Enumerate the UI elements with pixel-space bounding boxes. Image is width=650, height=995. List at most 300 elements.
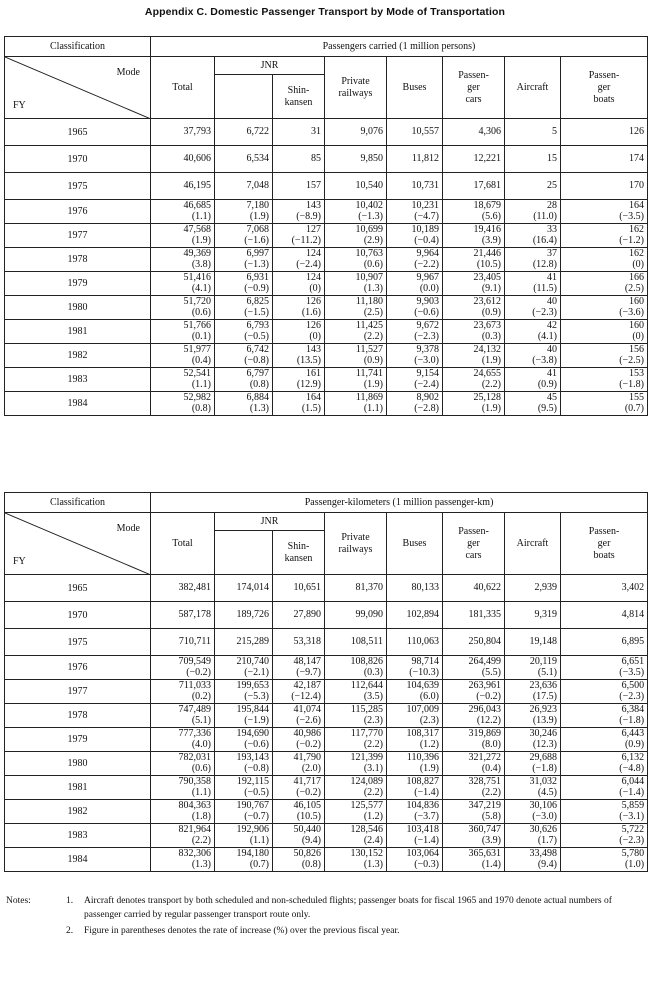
value-cell	[505, 224, 561, 248]
growth-rate: (2.2)	[481, 378, 501, 390]
growth-rate: (16.4)	[532, 234, 557, 246]
value-cell	[273, 575, 325, 602]
value: 24,132	[473, 344, 501, 355]
growth-rate: (−9.7)	[296, 666, 321, 678]
table-row	[5, 224, 648, 248]
growth-rate: (3.5)	[363, 690, 383, 702]
table-row	[5, 848, 648, 872]
value: 821,964	[178, 824, 211, 835]
growth-rate: (1.9)	[249, 210, 269, 222]
value: 108,826	[350, 656, 383, 667]
growth-rate: (0.9)	[481, 306, 501, 318]
passenger-cars-header-line: cars	[465, 93, 482, 105]
value-cell	[273, 368, 325, 392]
value: 37	[547, 248, 557, 259]
fy-cell: 1965	[5, 119, 151, 146]
jnr-blank-cell	[215, 531, 273, 575]
value-cell	[325, 392, 387, 416]
table-row	[5, 296, 648, 320]
fy-cell: 1983	[5, 824, 151, 848]
value: 174	[629, 152, 644, 164]
mode-label: Mode	[116, 67, 140, 78]
shinkansen-header-line: kansen	[284, 552, 313, 564]
value-cell	[505, 752, 561, 776]
value: 10,731	[411, 179, 439, 191]
value-cell	[151, 800, 215, 824]
value: 160	[629, 296, 644, 307]
value: 103,418	[406, 824, 439, 835]
fy-cell: 1970	[5, 602, 151, 629]
value-cell	[151, 248, 215, 272]
value: 174,014	[236, 581, 269, 593]
table-row	[5, 776, 648, 800]
value-cell	[443, 629, 505, 656]
value: 25	[547, 179, 557, 191]
value: 41	[547, 272, 557, 283]
value-cell	[273, 824, 325, 848]
value-cell	[561, 629, 648, 656]
value-cell	[505, 848, 561, 872]
value: 6,651	[621, 656, 645, 667]
value-cell	[325, 824, 387, 848]
growth-rate: (10.5)	[296, 810, 321, 822]
value: 161	[306, 368, 321, 379]
notes-label: Notes:	[6, 896, 31, 906]
growth-rate: (1.9)	[481, 354, 501, 366]
passenger-cars-header-line: Passen-	[458, 69, 489, 81]
growth-rate: (−8.9)	[296, 210, 321, 222]
growth-rate: (1.0)	[624, 858, 645, 870]
table-row	[5, 248, 648, 272]
growth-rate: (−1.2)	[619, 234, 644, 246]
value: 51,720	[183, 296, 211, 307]
value: 7,180	[246, 200, 269, 211]
value-cell	[387, 728, 443, 752]
value: 162	[629, 248, 644, 259]
header-row	[5, 513, 648, 531]
value: 18,679	[473, 200, 501, 211]
header-row	[5, 57, 648, 75]
value-cell	[505, 119, 561, 146]
value: 321,272	[468, 752, 501, 763]
table-row	[5, 656, 648, 680]
value: 5,859	[621, 800, 645, 811]
growth-rate: (11.5)	[533, 282, 557, 294]
growth-rate: (−1.4)	[414, 834, 439, 846]
value-cell	[325, 248, 387, 272]
fy-label: FY	[13, 100, 26, 111]
value-cell	[443, 680, 505, 704]
table-row	[5, 320, 648, 344]
value: 160	[629, 320, 644, 331]
growth-rate: (2.2)	[363, 330, 383, 342]
value-cell	[561, 656, 648, 680]
growth-rate: (−3.0)	[414, 354, 439, 366]
value: 23,405	[473, 272, 501, 283]
value-cell	[151, 119, 215, 146]
growth-rate: (5.1)	[191, 714, 211, 726]
growth-rate: (2.2)	[363, 786, 383, 798]
passenger-boats-header-line: ger	[597, 537, 611, 549]
growth-rate: (2.2)	[363, 738, 383, 750]
value: 23,673	[473, 320, 501, 331]
value-cell	[505, 368, 561, 392]
passenger-boats-header-line: Passen-	[588, 69, 620, 81]
value-cell	[443, 368, 505, 392]
value: 6,797	[246, 368, 269, 379]
value-cell	[151, 344, 215, 368]
growth-rate: (0.0)	[419, 282, 439, 294]
fy-cell: 1977	[5, 224, 151, 248]
table-row	[5, 173, 648, 200]
growth-rate: (2.5)	[624, 282, 644, 294]
value: 128,546	[350, 824, 383, 835]
aircraft-header: Aircraft	[505, 57, 561, 119]
value-cell	[151, 848, 215, 872]
growth-rate: (1.1)	[363, 402, 383, 414]
value-cell	[387, 824, 443, 848]
value-cell	[505, 146, 561, 173]
passenger-kilometers-table	[4, 492, 648, 872]
value-cell	[151, 629, 215, 656]
value: 164	[306, 392, 321, 403]
value-cell	[561, 200, 648, 224]
value: 126	[306, 296, 321, 307]
value-cell	[387, 575, 443, 602]
growth-rate: (−0.2)	[476, 690, 501, 702]
value: 40	[547, 344, 557, 355]
growth-rate: (4.5)	[537, 786, 557, 798]
growth-rate: (−0.6)	[244, 738, 269, 750]
value-cell	[387, 119, 443, 146]
value: 41,790	[293, 752, 321, 763]
value: 51,416	[183, 272, 211, 283]
growth-rate: (−2.3)	[414, 330, 439, 342]
value-cell	[273, 248, 325, 272]
value-cell	[387, 752, 443, 776]
value-cell	[151, 752, 215, 776]
growth-rate: (1.1)	[191, 786, 211, 798]
growth-rate: (−1.8)	[619, 378, 644, 390]
growth-rate: (5.1)	[537, 666, 557, 678]
value-cell	[325, 602, 387, 629]
value-cell	[505, 392, 561, 416]
value: 6,793	[246, 320, 269, 331]
value-cell	[215, 800, 273, 824]
value: 164	[629, 200, 644, 211]
value-cell	[505, 656, 561, 680]
value: 11,527	[355, 344, 383, 355]
growth-rate: (−1.9)	[244, 714, 269, 726]
value: 5	[552, 125, 557, 137]
passenger-boats-header-line: boats	[593, 549, 615, 561]
buses-header: Buses	[387, 57, 443, 119]
growth-rate: (0.4)	[481, 762, 501, 774]
value-cell	[443, 320, 505, 344]
value: 115,285	[350, 704, 383, 715]
value-cell	[273, 272, 325, 296]
growth-rate: (5.6)	[481, 210, 501, 222]
value: 53,318	[293, 635, 321, 647]
value-cell	[325, 146, 387, 173]
value: 42,187	[293, 680, 321, 691]
value-cell	[273, 800, 325, 824]
value-cell	[387, 296, 443, 320]
passenger-cars-header-line: Passen-	[458, 525, 489, 537]
passenger-cars-header-line: ger	[467, 537, 480, 549]
value: 9,850	[360, 152, 383, 164]
value-cell	[561, 602, 648, 629]
value: 52,541	[183, 368, 211, 379]
value: 166	[629, 272, 644, 283]
growth-rate: (0.9)	[363, 354, 383, 366]
value-cell	[387, 320, 443, 344]
growth-rate: (0)	[309, 330, 321, 342]
value-cell	[273, 752, 325, 776]
value: 328,751	[468, 776, 501, 787]
value-cell	[505, 575, 561, 602]
growth-rate: (−2.3)	[619, 834, 645, 846]
growth-rate: (2.2)	[481, 786, 501, 798]
value-cell	[387, 173, 443, 200]
value-cell	[443, 800, 505, 824]
value-cell	[215, 824, 273, 848]
value-cell	[151, 680, 215, 704]
value: 46,685	[183, 200, 211, 211]
growth-rate: (2.2)	[191, 834, 211, 846]
value-cell	[561, 800, 648, 824]
growth-rate: (−0.7)	[244, 810, 269, 822]
header-row	[5, 37, 648, 57]
growth-rate: (−1.3)	[244, 258, 269, 270]
value-cell	[443, 776, 505, 800]
value: 194,690	[236, 728, 269, 739]
value: 10,763	[355, 248, 383, 259]
shinkansen-header	[273, 75, 325, 119]
passenger-cars-header	[443, 513, 505, 575]
fy-cell: 1982	[5, 800, 151, 824]
growth-rate: (9.4)	[537, 858, 557, 870]
growth-rate: (1.1)	[191, 210, 211, 222]
value-cell	[505, 704, 561, 728]
growth-rate: (3.8)	[191, 258, 211, 270]
value: 192,906	[236, 824, 269, 835]
passenger-cars-header-line: ger	[467, 81, 480, 93]
value-cell	[505, 320, 561, 344]
growth-rate: (3.9)	[481, 234, 501, 246]
fy-cell: 1979	[5, 728, 151, 752]
growth-rate: (12.2)	[476, 714, 501, 726]
value: 117,770	[350, 728, 383, 739]
value: 747,489	[178, 704, 211, 715]
growth-rate: (2.9)	[363, 234, 383, 246]
growth-rate: (6.0)	[419, 690, 439, 702]
growth-rate: (1.3)	[363, 858, 383, 870]
value: 26,923	[529, 704, 557, 715]
value: 52,982	[183, 392, 211, 403]
value: 45	[547, 392, 557, 403]
growth-rate: (−2.2)	[414, 258, 439, 270]
value: 102,894	[406, 608, 439, 620]
value-cell	[561, 248, 648, 272]
value: 108,511	[350, 635, 383, 647]
value-cell	[151, 575, 215, 602]
value-cell	[273, 704, 325, 728]
value-cell	[443, 656, 505, 680]
growth-rate: (4.0)	[191, 738, 211, 750]
total-header: Total	[151, 513, 215, 575]
value: 25,128	[473, 392, 501, 403]
value: 263,961	[468, 680, 501, 691]
value-cell	[505, 296, 561, 320]
value-cell	[387, 602, 443, 629]
value-cell	[505, 824, 561, 848]
value: 127	[306, 224, 321, 235]
value-cell	[561, 776, 648, 800]
value: 195,844	[236, 704, 269, 715]
value-cell	[505, 272, 561, 296]
value: 126	[629, 125, 644, 137]
growth-rate: (1.2)	[363, 810, 383, 822]
value: 9,672	[416, 320, 439, 331]
value: 360,747	[468, 824, 501, 835]
growth-rate: (1.1)	[191, 378, 211, 390]
value-cell	[215, 704, 273, 728]
fy-cell: 1975	[5, 173, 151, 200]
mode-fy-header	[5, 57, 151, 119]
value-cell	[443, 296, 505, 320]
value-cell	[273, 629, 325, 656]
value-cell	[387, 248, 443, 272]
value-cell	[387, 224, 443, 248]
value: 11,812	[411, 152, 439, 164]
value-cell	[387, 344, 443, 368]
value-cell	[387, 392, 443, 416]
value: 5,722	[621, 824, 645, 835]
value: 21,446	[473, 248, 501, 259]
growth-rate: (−1.3)	[358, 210, 383, 222]
table-row	[5, 146, 648, 173]
value: 7,068	[246, 224, 269, 235]
value-cell	[151, 320, 215, 344]
growth-rate: (0)	[632, 330, 644, 342]
value-cell	[443, 173, 505, 200]
value: 777,336	[178, 728, 211, 739]
value: 10,557	[411, 125, 439, 137]
growth-rate: (1.1)	[249, 834, 269, 846]
note-number: 2.	[66, 926, 74, 936]
value: 156	[629, 344, 644, 355]
value: 6,895	[621, 635, 645, 647]
fy-cell: 1978	[5, 248, 151, 272]
value: 365,631	[468, 848, 501, 859]
value-cell	[215, 752, 273, 776]
passenger-boats-header-line: ger	[597, 81, 611, 93]
fy-cell: 1965	[5, 575, 151, 602]
passenger-boats-header	[561, 57, 648, 119]
table-row	[5, 272, 648, 296]
value: 250,804	[468, 635, 501, 647]
value: 11,741	[355, 368, 383, 379]
fy-cell: 1984	[5, 848, 151, 872]
passenger-cars-header-line: cars	[465, 549, 482, 561]
growth-rate: (1.3)	[249, 402, 269, 414]
value: 264,499	[468, 656, 501, 667]
growth-rate: (0)	[309, 282, 321, 294]
classification-header: Classification	[5, 493, 151, 513]
fy-cell: 1981	[5, 776, 151, 800]
value: 782,031	[178, 752, 211, 763]
growth-rate: (−4.8)	[619, 762, 645, 774]
value: 40,986	[293, 728, 321, 739]
private-railways-header	[325, 513, 387, 575]
growth-rate: (−5.3)	[244, 690, 269, 702]
value: 210,740	[236, 656, 269, 667]
value: 2,939	[534, 581, 557, 593]
value-cell	[561, 146, 648, 173]
growth-rate: (13.5)	[296, 354, 321, 366]
value-cell	[215, 392, 273, 416]
value: 710,711	[178, 635, 211, 647]
value: 51,766	[183, 320, 211, 331]
growth-rate: (12.9)	[296, 378, 321, 390]
value-cell	[443, 224, 505, 248]
table-row	[5, 200, 648, 224]
fy-cell: 1983	[5, 368, 151, 392]
growth-rate: (−12.4)	[291, 690, 321, 702]
value-cell	[151, 824, 215, 848]
value: 6,443	[621, 728, 645, 739]
shinkansen-header-line: Shin-	[287, 84, 310, 96]
value-cell	[561, 344, 648, 368]
value: 15	[547, 152, 557, 164]
jnr-blank-cell	[215, 75, 273, 119]
value-cell	[273, 296, 325, 320]
growth-rate: (−1.6)	[244, 234, 269, 246]
value-cell	[561, 368, 648, 392]
value: 30,246	[529, 728, 557, 739]
value-cell	[443, 272, 505, 296]
value-cell	[561, 320, 648, 344]
value: 27,890	[293, 608, 321, 620]
value: 99,090	[355, 608, 383, 620]
growth-rate: (1.2)	[419, 738, 439, 750]
value-cell	[151, 200, 215, 224]
value: 9,378	[416, 344, 439, 355]
value-cell	[325, 368, 387, 392]
growth-rate: (10.5)	[476, 258, 501, 270]
value: 382,481	[178, 581, 211, 593]
value-cell	[443, 200, 505, 224]
growth-rate: (0.6)	[191, 306, 211, 318]
fy-cell: 1981	[5, 320, 151, 344]
value-cell	[505, 629, 561, 656]
value: 347,219	[468, 800, 501, 811]
value: 40,622	[473, 581, 501, 593]
growth-rate: (0.6)	[191, 762, 211, 774]
growth-rate: (−3.0)	[532, 810, 557, 822]
growth-rate: (0)	[632, 258, 644, 270]
value-cell	[561, 824, 648, 848]
value: 6,931	[246, 272, 269, 283]
growth-rate: (0.9)	[624, 738, 645, 750]
value: 8,902	[416, 392, 439, 403]
value-cell	[325, 224, 387, 248]
value-cell	[325, 800, 387, 824]
value-cell	[215, 320, 273, 344]
value-cell	[443, 248, 505, 272]
value-cell	[325, 629, 387, 656]
